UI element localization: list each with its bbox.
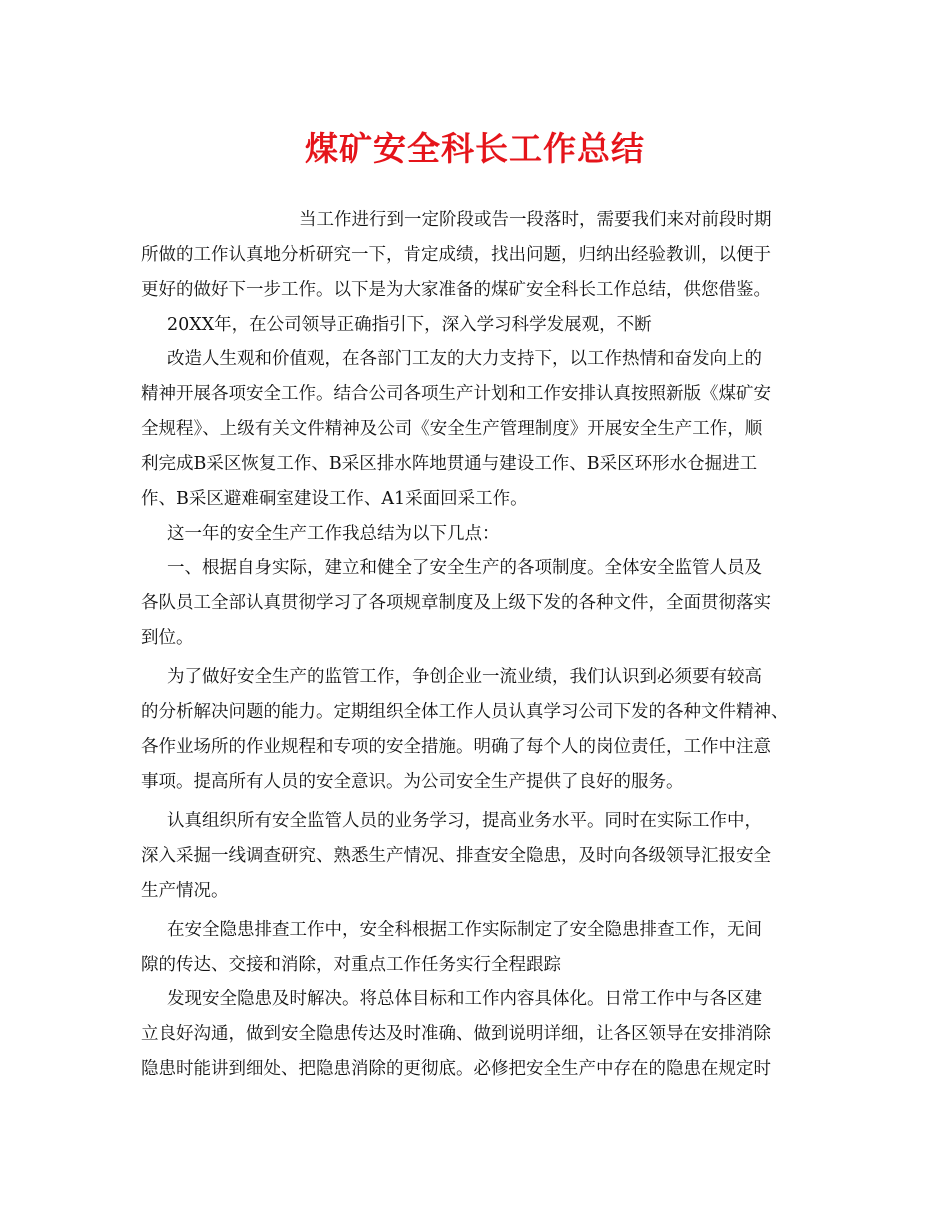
- paragraph-line: 各作业场所的作业规程和专项的安全措施。明确了每个人的岗位责任，工作中注意: [141, 737, 771, 757]
- paragraph-line: 当工作进行到一定阶段或告一段落时，需要我们来对前段时期: [299, 210, 772, 230]
- paragraph-line: 这一年的安全生产工作我总结为以下几点：: [167, 524, 500, 544]
- paragraph-line: 到位。: [141, 628, 194, 648]
- paragraph-line: 事项。提高所有人员的安全意识。为公司安全生产提供了良好的服务。: [141, 772, 684, 792]
- paragraph-line: 为了做好安全生产的监管工作，争创企业一流业绩，我们认识到必须要有较高: [167, 667, 762, 687]
- paragraph-line: 所做的工作认真地分析研究一下，肯定成绩，找出问题，归纳出经验教训，以便于: [141, 245, 771, 265]
- paragraph-line: 20XX年，在公司领导正确指引下，深入学习科学发展观，不断: [167, 315, 652, 335]
- paragraph-line: 隙的传达、交接和消除，对重点工作任务实行全程跟踪: [141, 955, 561, 975]
- paragraph-line: 精神开展各项安全工作。结合公司各项生产计划和工作安排认真按照新版《煤矿安: [141, 384, 771, 404]
- paragraph-line: 全规程》、上级有关文件精神及公司《安全生产管理制度》开展安全生产工作，顺: [141, 419, 763, 439]
- paragraph-line: 一、根据自身实际，建立和健全了安全生产的各项制度。全体安全监管人员及: [167, 558, 762, 578]
- paragraph-line: 在安全隐患排查工作中，安全科根据工作实际制定了安全隐患排查工作，无间: [167, 920, 762, 940]
- paragraph-line: 各队员工全部认真贯彻学习了各项规章制度及上级下发的各种文件，全面贯彻落实: [141, 593, 771, 613]
- paragraph-line: 深入采掘一线调查研究、熟悉生产情况、排查安全隐患，及时向各级领导汇报安全: [141, 846, 771, 866]
- paragraph-line: 立良好沟通，做到安全隐患传达及时准确、做到说明详细，让各区领导在安排消除: [141, 1024, 771, 1044]
- paragraph-line: 改造人生观和价值观，在各部门工友的大力支持下，以工作热情和奋发向上的: [167, 349, 762, 369]
- document-title: 煤矿安全科长工作总结: [305, 129, 645, 168]
- paragraph-line: 认真组织所有安全监管人员的业务学习，提高业务水平。同时在实际工作中，: [167, 811, 762, 831]
- paragraph-line: 隐患时能讲到细处、把隐患消除的更彻底。必修把安全生产中存在的隐患在规定时: [141, 1059, 771, 1079]
- paragraph-line: 生产情况。: [141, 881, 229, 901]
- paragraph-line: 利完成B采区恢复工作、B采区排水阵地贯通与建设工作、B采区环形水仓掘进工: [141, 454, 758, 474]
- paragraph-line: 更好的做好下一步工作。以下是为大家准备的煤矿安全科长工作总结，供您借鉴。: [141, 280, 771, 300]
- paragraph-line: 发现安全隐患及时解决。将总体目标和工作内容具体化。日常工作中与各区建: [167, 989, 762, 1009]
- paragraph-line: 作、B采区避难硐室建设工作、A1采面回采工作。: [141, 489, 528, 509]
- paragraph-line: 的分析解决问题的能力。定期组织全体工作人员认真学习公司下发的各种文件精神、: [141, 702, 789, 722]
